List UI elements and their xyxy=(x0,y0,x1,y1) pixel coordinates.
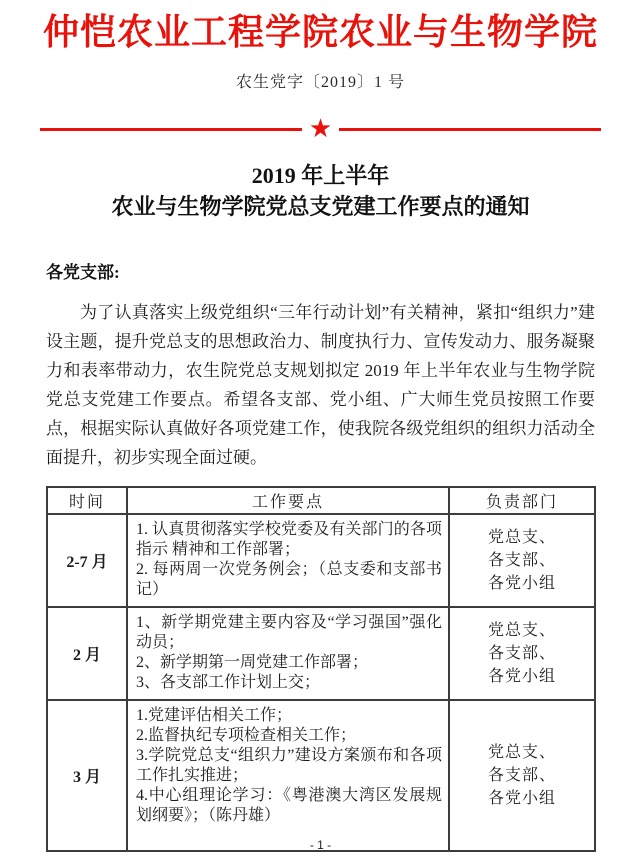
notice-title-line2: 农业与生物学院党总支党建工作要点的通知 xyxy=(111,194,530,220)
work-point-item: 1、新学期党建主要内容及“学习强国”强化动员； xyxy=(136,614,442,652)
department-line: 各支部、 xyxy=(487,552,556,570)
work-points-cell xyxy=(127,514,449,607)
work-point-item: 1.党建评估相关工作； xyxy=(136,707,293,725)
time-cell: 2-7 月 xyxy=(47,514,127,607)
table-row xyxy=(47,607,595,700)
departments-cell xyxy=(449,607,595,700)
divider-line-right xyxy=(339,128,601,131)
department-line: 各党小组 xyxy=(487,575,556,593)
doc-number: 农生党字〔2019〕1 号 xyxy=(235,74,405,92)
department-line: 党总支、 xyxy=(487,529,556,547)
header-departments: 负责部门 xyxy=(449,487,595,514)
department-line: 党总支、 xyxy=(487,622,556,640)
table-row xyxy=(47,514,595,607)
work-points-table xyxy=(46,486,596,852)
star-icon: ★ xyxy=(308,114,333,144)
header-work-points: 工作要点 xyxy=(127,487,449,514)
page-number: - 1 - xyxy=(309,838,332,852)
work-point-item: 2、新学期第一周党建工作部署； xyxy=(136,654,369,672)
department-line: 各党小组 xyxy=(487,790,556,808)
notice-title-line1: 2019 年上半年 xyxy=(251,163,390,189)
body-paragraph: 为了认真落实上级党组织“三年行动计划”有关精神，紧扣“组织力”建设主题，提升党总支的思想政治力、制度执行力、宣传发动力、服务凝聚力和表率带动力，农生院党总支规划拟定 2019 年上半年农业与生物学院党总支党建工作要点。希望各支部、党小组、广大师生党员按照工作要点，根据实际认真做好各项党建工作，使我院各级党组织的组织力活动全面提升，初步实现全面过硬。 xyxy=(46,303,595,468)
work-point-item: 4.中心组理论学习：《粤港澳大湾区发展规划纲要》；（陈丹雄） xyxy=(136,787,442,825)
department-line: 各支部、 xyxy=(487,645,556,663)
work-point-item: 3.学院党总支“组织力”建设方案颁布和各项工作扎实推进； xyxy=(136,747,442,785)
work-point-item: 1. 认真贯彻落实学校党委及有关部门的各项指示 精神和工作部署； xyxy=(136,521,442,559)
table-row xyxy=(47,700,595,851)
org-title: 仲恺农业工程学院农业与生物学院 xyxy=(42,12,598,52)
work-point-item: 3、各支部工作计划上交； xyxy=(136,674,321,692)
divider-line-left xyxy=(40,128,302,131)
work-points-cell xyxy=(127,607,449,700)
work-points-cell xyxy=(127,700,449,851)
salutation: 各党支部: xyxy=(46,263,120,283)
header-time: 时间 xyxy=(47,487,127,514)
work-table-body xyxy=(47,514,595,851)
table-header-row xyxy=(47,487,595,514)
department-line: 各支部、 xyxy=(487,767,556,785)
department-line: 党总支、 xyxy=(487,744,556,762)
notice-title xyxy=(0,160,641,222)
departments-cell xyxy=(449,700,595,851)
time-cell: 2 月 xyxy=(47,607,127,700)
work-point-item: 2. 每两周一次党务例会；（总支委和支部书记） xyxy=(136,561,442,599)
work-point-item: 2.监督执纪专项检查相关工作； xyxy=(136,727,357,745)
departments-cell xyxy=(449,514,595,607)
department-line: 各党小组 xyxy=(487,668,556,686)
star-divider xyxy=(40,116,601,142)
time-cell: 3 月 xyxy=(47,700,127,851)
